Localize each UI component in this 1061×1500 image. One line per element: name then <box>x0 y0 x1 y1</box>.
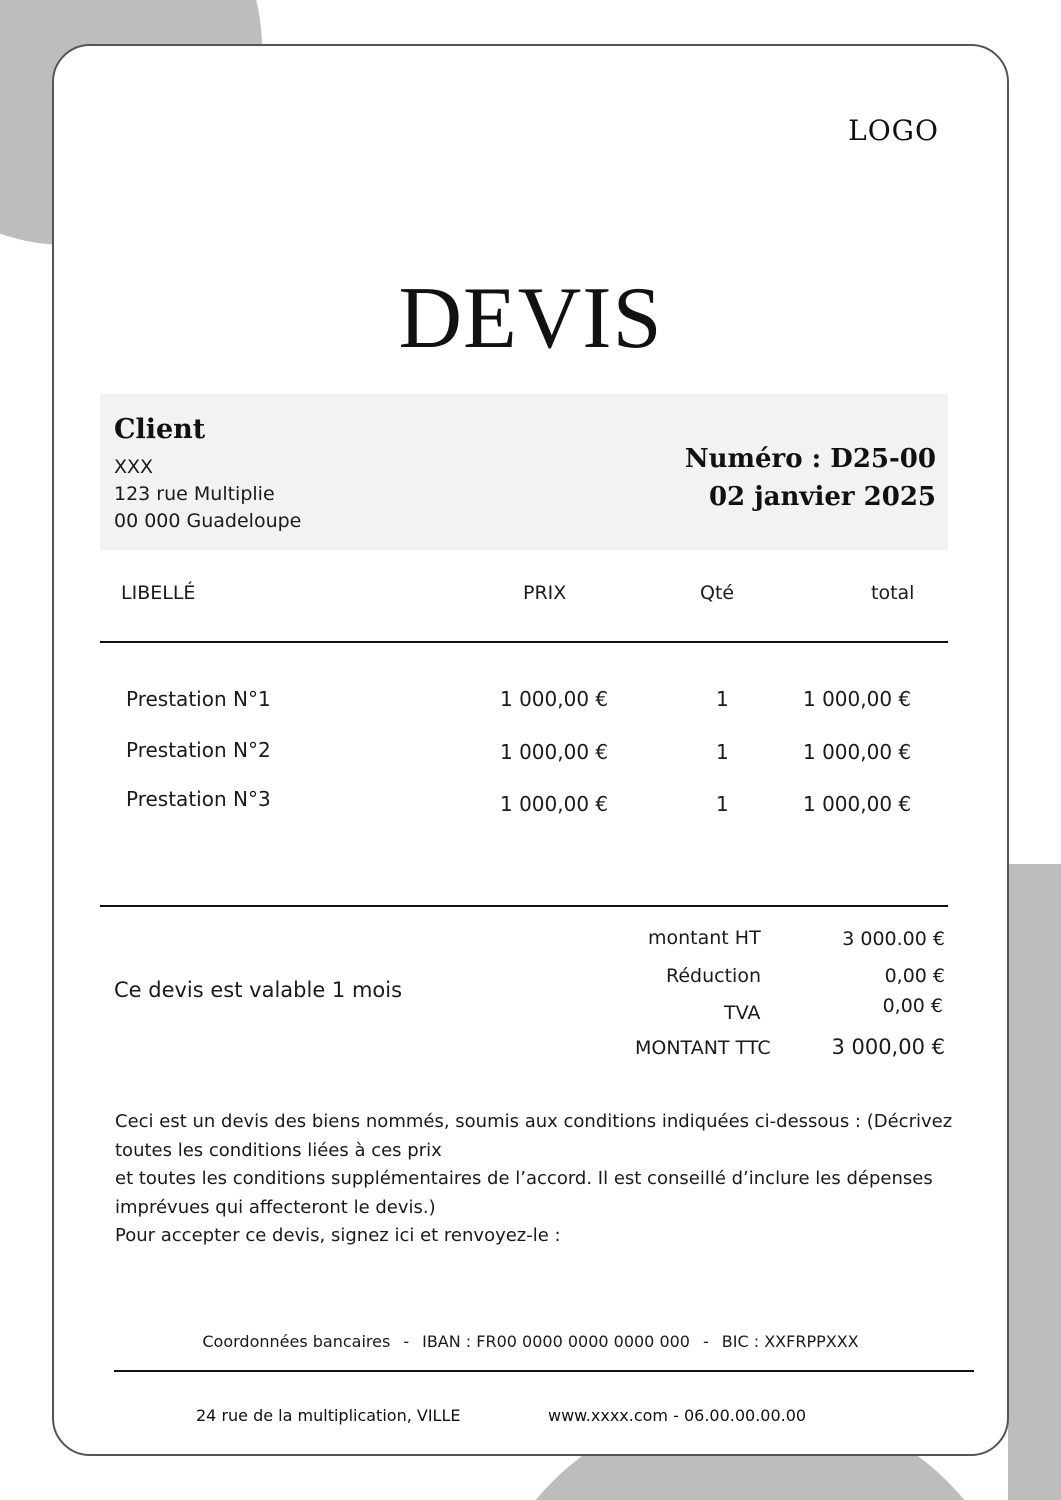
table-row <box>54 738 1007 768</box>
conditions-text <box>115 1108 955 1251</box>
document-number: Numéro : D25-00 <box>684 444 936 474</box>
validity-note: Ce devis est valable 1 mois <box>114 978 403 1002</box>
company-contact: www.xxxx.com - 06.00.00.00.00 <box>548 1406 807 1425</box>
bank-label: Coordonnées bancaires <box>202 1332 391 1351</box>
column-header-label: LIBELLÉ <box>121 582 196 604</box>
column-header-total: total <box>871 582 915 604</box>
discount-value: 0,00 € <box>884 965 945 987</box>
client-name: XXX <box>114 456 154 478</box>
tva-value: 0,00 € <box>882 995 943 1017</box>
row-total: 1 000,00 € <box>803 792 912 816</box>
grand-total-value: 3 000,00 € <box>831 1035 945 1059</box>
client-info-box <box>100 394 948 550</box>
row-qty: 1 <box>716 687 729 711</box>
row-price: 1 000,00 € <box>500 687 609 711</box>
discount-label: Réduction <box>666 965 761 987</box>
client-city: 00 000 Guadeloupe <box>114 510 302 532</box>
client-street: 123 rue Multiplie <box>114 483 275 505</box>
row-label: Prestation N°1 <box>126 687 271 711</box>
bank-separator: - <box>403 1332 410 1351</box>
row-price: 1 000,00 € <box>500 792 609 816</box>
signature-instruction: Pour accepter ce devis, signez ici et renvoyez-le : <box>115 1225 561 1247</box>
document-date: 02 janvier 2025 <box>708 482 936 512</box>
logo-placeholder: LOGO <box>848 114 939 147</box>
tva-label: TVA <box>724 1002 761 1024</box>
bank-separator: - <box>702 1332 709 1351</box>
row-total: 1 000,00 € <box>803 740 912 764</box>
table-footer-divider <box>100 905 948 907</box>
row-qty: 1 <box>716 740 729 764</box>
bank-iban: IBAN : FR00 0000 0000 0000 000 <box>422 1332 690 1351</box>
column-header-price: PRIX <box>523 582 567 604</box>
client-heading: Client <box>114 414 206 445</box>
grand-total-label: MONTANT TTC <box>635 1037 771 1059</box>
document-title: DEVIS <box>398 270 663 367</box>
column-header-qty: Qté <box>700 582 735 604</box>
table-row <box>54 787 1007 817</box>
row-label: Prestation N°2 <box>126 738 271 762</box>
subtotal-label: montant HT <box>648 927 761 949</box>
footer-divider <box>114 1370 974 1372</box>
bank-details <box>54 1332 1007 1351</box>
quote-card <box>52 44 1009 1456</box>
bank-bic: BIC : XXFRPPXXX <box>721 1332 859 1351</box>
row-price: 1 000,00 € <box>500 740 609 764</box>
decorative-band-right <box>1008 864 1061 1500</box>
table-row <box>54 687 1007 717</box>
conditions-line: Ceci est un devis des biens nommés, soumis aux conditions indiquées ci-dessous : (Décrivez toutes les conditions liées à ces prix <box>115 1111 953 1161</box>
subtotal-value: 3 000.00 € <box>842 928 945 950</box>
document-meta <box>685 440 936 516</box>
table-header-divider <box>100 641 948 643</box>
company-address: 24 rue de la multiplication, VILLE <box>196 1406 461 1425</box>
row-label: Prestation N°3 <box>126 787 271 811</box>
row-total: 1 000,00 € <box>803 687 912 711</box>
row-qty: 1 <box>716 792 729 816</box>
conditions-line: et toutes les conditions supplémentaires de l’accord. Il est conseillé d’inclure les dépenses imprévues qui affecteront le devis.) <box>115 1168 933 1218</box>
